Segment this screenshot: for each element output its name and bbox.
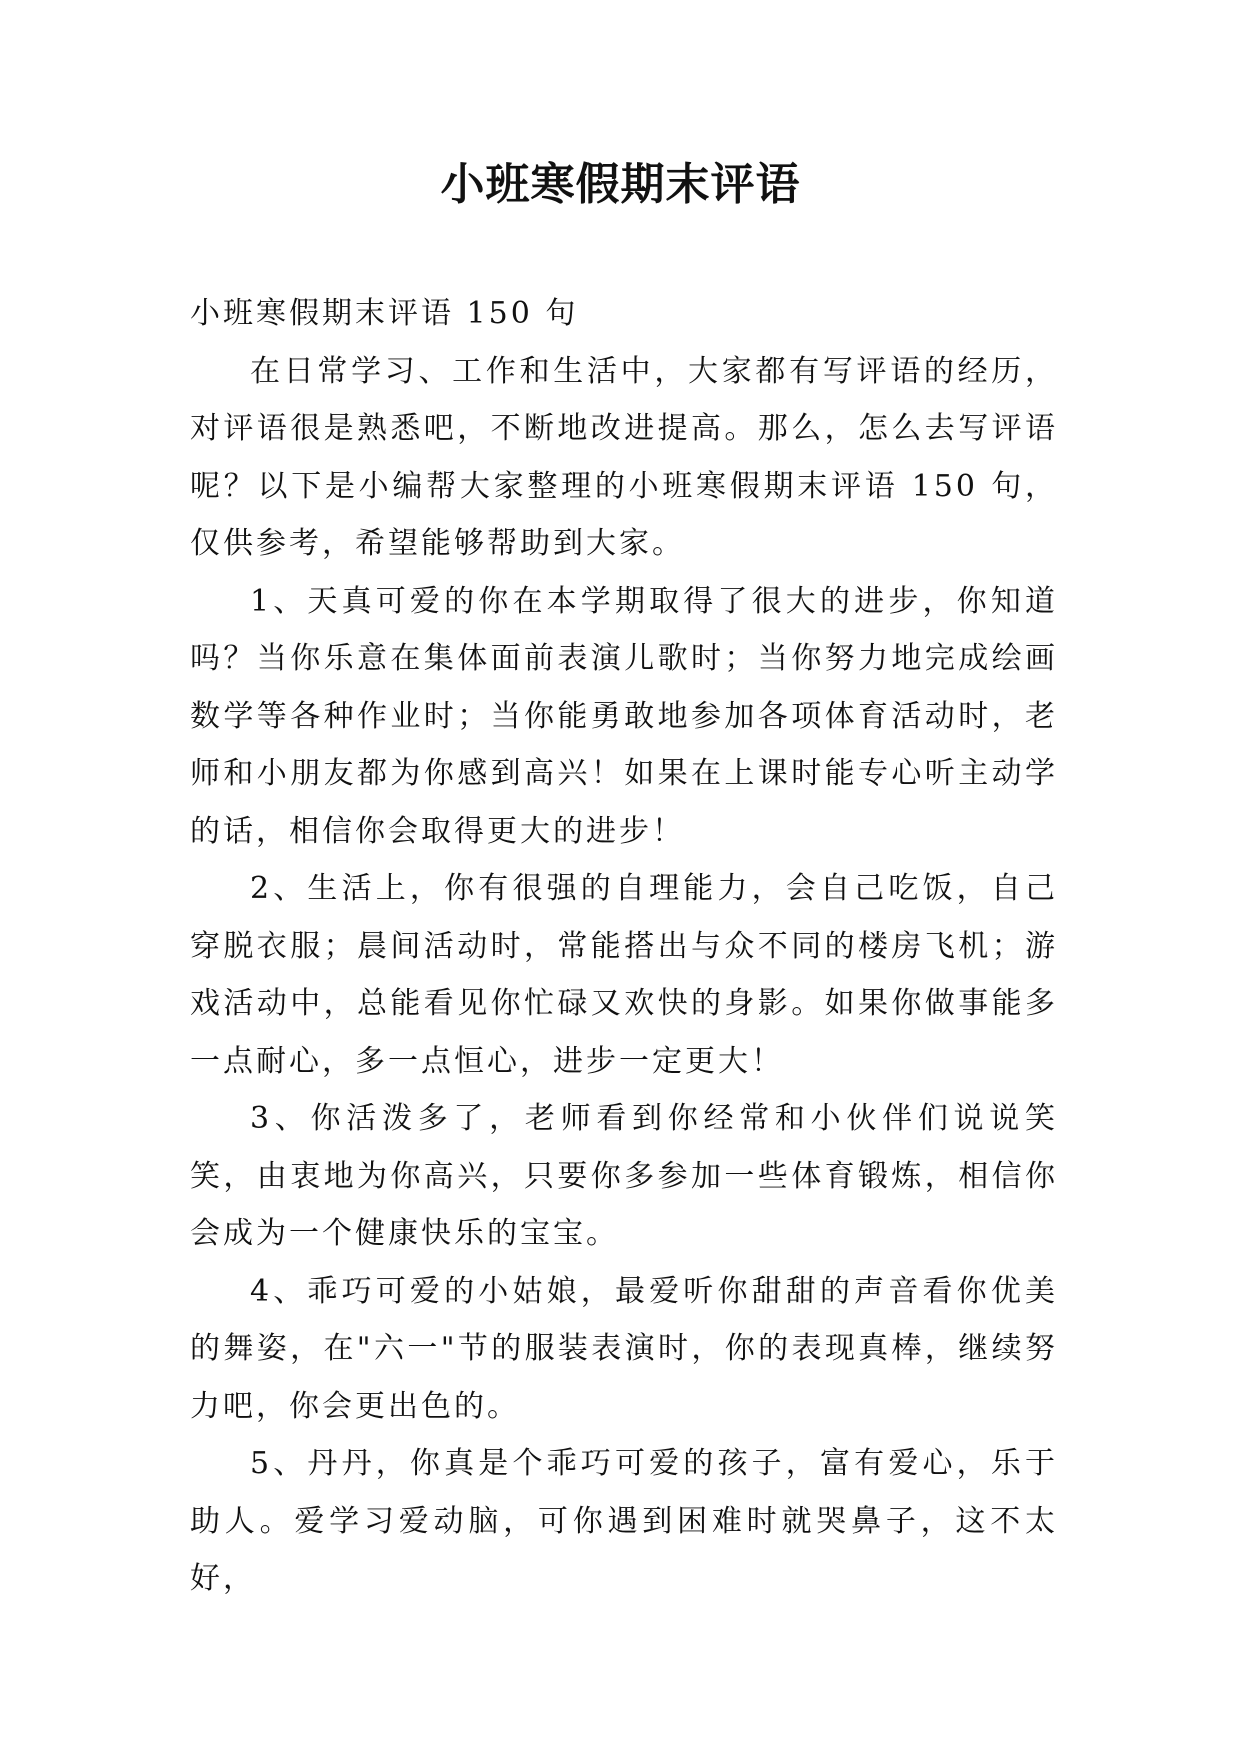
comment-paragraph-4: 4、乖巧可爱的小姑娘，最爱听你甜甜的声音看你优美的舞姿，在"六一"节的服装表演时，你的表现真棒，继续努力吧，你会更出色的。 <box>190 1273 1058 1424</box>
comment-paragraph-5: 5、丹丹，你真是个乖巧可爱的孩子，富有爱心，乐于助人。爱学习爱动脑，可你遇到困难时就哭鼻子，这不太好， <box>190 1446 1058 1596</box>
document-title: 小班寒假期末评语 <box>440 159 801 210</box>
document-subtitle: 小班寒假期末评语 150 句 <box>190 296 579 331</box>
intro-paragraph: 在日常学习、工作和生活中，大家都有写评语的经历，对评语很是熟悉吧，不断地改进提高。那么，怎么去写评语呢？以下是小编帮大家整理的小班寒假期末评语 150 句，仅供参考，希望能够帮助到大家。 <box>190 353 1058 561</box>
document-body <box>190 285 1058 1608</box>
comment-paragraph-1: 1、天真可爱的你在本学期取得了很大的进步，你知道吗？当你乐意在集体面前表演儿歌时；当你努力地完成绘画数学等各种作业时；当你能勇敢地参加各项体育活动时，老师和小朋友都为你感到高兴！如果在上课时能专心听主动学的话，相信你会取得更大的进步！ <box>190 583 1058 849</box>
comment-paragraph-3: 3、你活泼多了，老师看到你经常和小伙伴们说说笑笑，由衷地为你高兴，只要你多参加一些体育锻炼，相信你会成为一个健康快乐的宝宝。 <box>190 1101 1058 1251</box>
comment-paragraph-2: 2、生活上，你有很强的自理能力，会自己吃饭，自己穿脱衣服；晨间活动时，常能搭出与众不同的楼房飞机；游戏活动中，总能看见你忙碌又欢快的身影。如果你做事能多一点耐心，多一点恒心，进步一定更大！ <box>190 871 1058 1079</box>
